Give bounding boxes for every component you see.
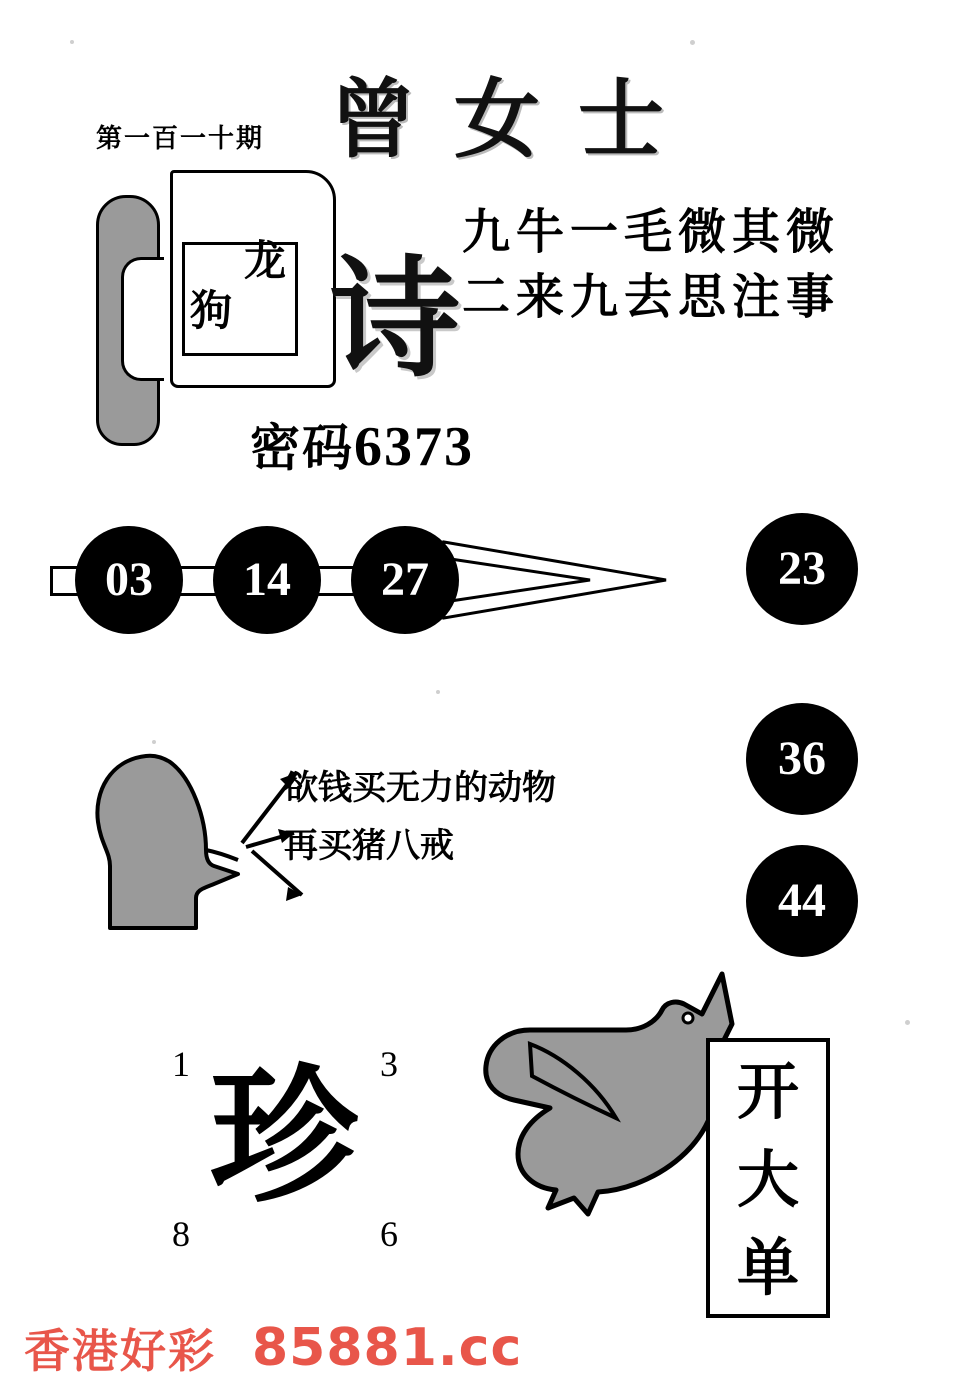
footer	[24, 1318, 944, 1378]
code-label: 密码	[250, 418, 354, 477]
banner-char-1: 开	[736, 1055, 799, 1128]
arrow-number-ball: 03	[75, 526, 183, 634]
vertical-banner	[706, 1038, 830, 1318]
corner-number-bottom-right: 6	[380, 1214, 398, 1254]
arrow-number-row	[45, 510, 685, 650]
speech-line-1: 欲钱买无力的动物	[284, 768, 556, 808]
speech-line-2: 再买猪八戒	[284, 825, 454, 866]
zodiac-bottom: 狗	[190, 286, 233, 335]
speck	[70, 40, 74, 44]
side-number-ball: 36	[746, 703, 858, 815]
speck	[690, 40, 695, 45]
speck	[152, 740, 156, 744]
site-url: 85881.cc	[252, 1318, 523, 1378]
banner-char-3: 单	[736, 1231, 799, 1305]
speck	[905, 1020, 910, 1025]
speck	[436, 690, 440, 694]
arrow-number-ball: 14	[213, 526, 321, 634]
side-number-ball: 44	[746, 845, 858, 957]
corner-number-top-left: 1	[172, 1044, 190, 1084]
arrow-icon	[440, 532, 670, 628]
arrow-number-ball: 27	[351, 526, 459, 634]
page-title: 曾女士	[330, 69, 702, 170]
poem-line-1: 九牛一毛微其微	[462, 204, 841, 260]
site-name: 香港好彩	[24, 1324, 216, 1378]
side-number-ball: 23	[746, 513, 858, 625]
corner-number-bottom-left: 8	[172, 1214, 190, 1254]
poem-text	[462, 200, 840, 330]
issue-label: 第一百一十期	[96, 124, 265, 154]
zhen-character: 珍	[210, 1049, 358, 1223]
handset-notch	[121, 257, 164, 381]
zodiac-top: 龙	[244, 236, 287, 285]
shi-character: 诗	[330, 242, 461, 395]
code-line	[250, 408, 474, 480]
speech-text	[284, 760, 556, 876]
poem-line-2: 二来九去思注事	[462, 268, 841, 325]
corner-number-top-right: 3	[380, 1044, 398, 1084]
code-digits: 6373	[354, 416, 474, 478]
zodiac-screen-box	[170, 170, 335, 385]
banner-char-2: 大	[736, 1143, 799, 1217]
